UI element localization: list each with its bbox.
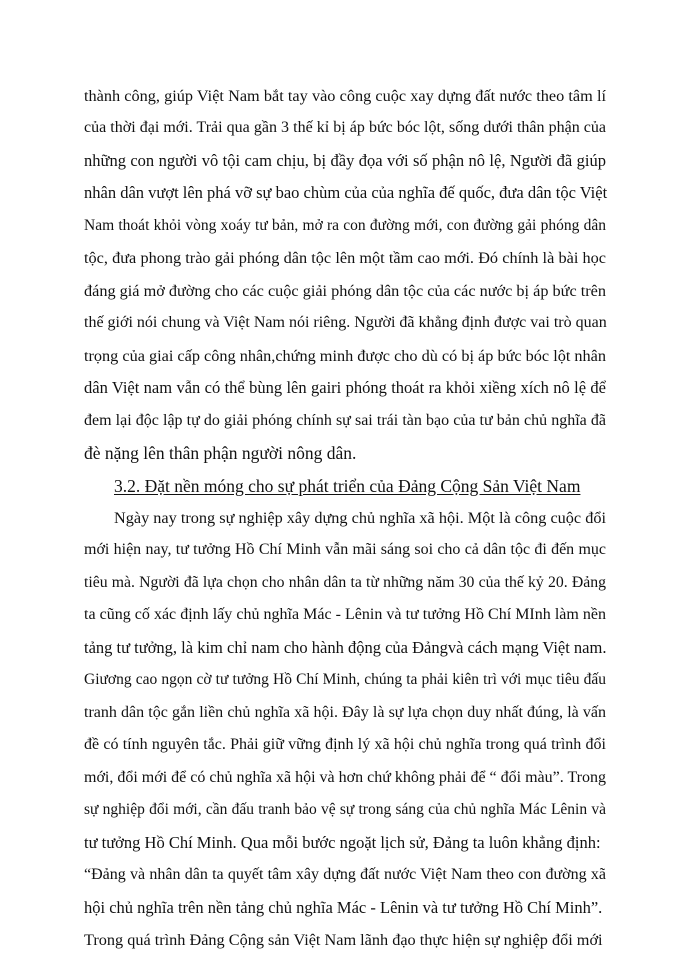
text-line: thành công, giúp Việt Nam bắt tay vào công cuộc xay dựng đất nước theo tâm lí (84, 87, 606, 105)
text-line: Giương cao ngọn cờ tư tưởng Hồ Chí Minh, chúng ta phải kiên trì với mục tiêu đấu (84, 671, 606, 689)
text-line: Nam thoát khỏi vòng xoáy tư bản, mở ra con đường mới, con đường gải phóng dân (84, 216, 606, 234)
text-line: đề có tính nguyên tắc. Phải giữ vững định lý xã hội chủ nghĩa trong quá trình đổi (84, 736, 606, 754)
text-line: của thời đại mới. Trải qua gần 3 thế kỉ bị áp bức bóc lột, sống dưới thân phận của (84, 119, 606, 137)
text-line: mới, đổi mới để có chủ nghĩa xã hội và hơn chứ không phải để “ đổi màu”. Trong (84, 768, 606, 786)
text-line: những con người vô tội cam chịu, bị đầy đọa với số phận nô lệ, Người đã giúp (84, 150, 606, 170)
text-line: tư tưởng Hồ Chí Minh. Qua mỗi bước ngoặt lịch sử, Đảng ta luôn khẳng định: (84, 832, 601, 852)
section-heading: 3.2. Đặt nền móng cho sự phát triển của Đảng Cộng Sản Việt Nam (114, 475, 581, 496)
text-line: trọng của giai cấp công nhân,chứng minh được cho dù có bị áp bức bóc lột nhân (84, 346, 606, 365)
text-line: tranh dân tộc gắn liền chủ nghĩa xã hội. Đây là sự lựa chọn duy nhất đúng, là vấn (84, 703, 606, 721)
text-line: dân Việt nam vẫn có thể bùng lên gairi phóng thoát ra khỏi xiềng xích nô lệ để (84, 378, 606, 398)
text-line: tiêu mà. Người đã lựa chọn cho nhân dân ta từ những năm 30 của thế kỷ 20. Đảng (84, 573, 606, 591)
text-line: đem lại độc lập tự do giải phóng chính sự sai trái tàn bạo của tư bản chủ nghĩa đã (84, 411, 606, 429)
text-line: tộc, đưa phong trào gải phóng dân tộc lên một tầm cao mới. Đó chính là bài học (84, 249, 606, 268)
text-line: “Đảng và nhân dân ta quyết tâm xây dựng đất nước Việt Nam theo con đường xã (84, 866, 606, 884)
text-line: hội chủ nghĩa trên nền tảng chủ nghĩa Mác - Lênin và tư tưởng Hồ Chí Minh”. (84, 897, 603, 917)
text-line: nhân dân vượt lên phá vỡ sự bao chùm của của nghĩa đế quốc, đưa dân tộc Việt (84, 183, 608, 203)
text-line: tảng tư tưởng, là kim chỉ nam cho hành động của Đảngvà cách mạng Việt nam. (84, 637, 607, 657)
text-line: sự nghiệp đổi mới, cần đấu tranh bảo vệ sự trong sáng của chủ nghĩa Mác Lênin và (84, 801, 606, 819)
text-line: mới hiện nay, tư tưởng Hồ Chí Minh vẫn mãi sáng soi cho cả dân tộc đi đến mục (84, 541, 606, 559)
text-line: Ngày nay trong sự nghiệp xây dựng chủ nghĩa xã hội. Một là công cuộc đổi (114, 509, 606, 527)
text-line: ta cũng cố xác định lấy chủ nghĩa Mác - Lênin và tư tưởng Hồ Chí MInh làm nền (84, 606, 606, 624)
text-line: đáng giá mở đường cho các cuộc giải phóng dân tộc của các nước bị áp bức trên (84, 281, 606, 300)
text-line: Trong quá trình Đảng Cộng sản Việt Nam lãnh đạo thực hiện sự nghiệp đổi mới (84, 931, 603, 949)
text-line: thế giới nói chung và Việt Nam nói riêng. Người đã khẳng định được vai trò quan (84, 314, 607, 332)
text-line: đè nặng lên thân phận người nông dân. (84, 443, 357, 464)
